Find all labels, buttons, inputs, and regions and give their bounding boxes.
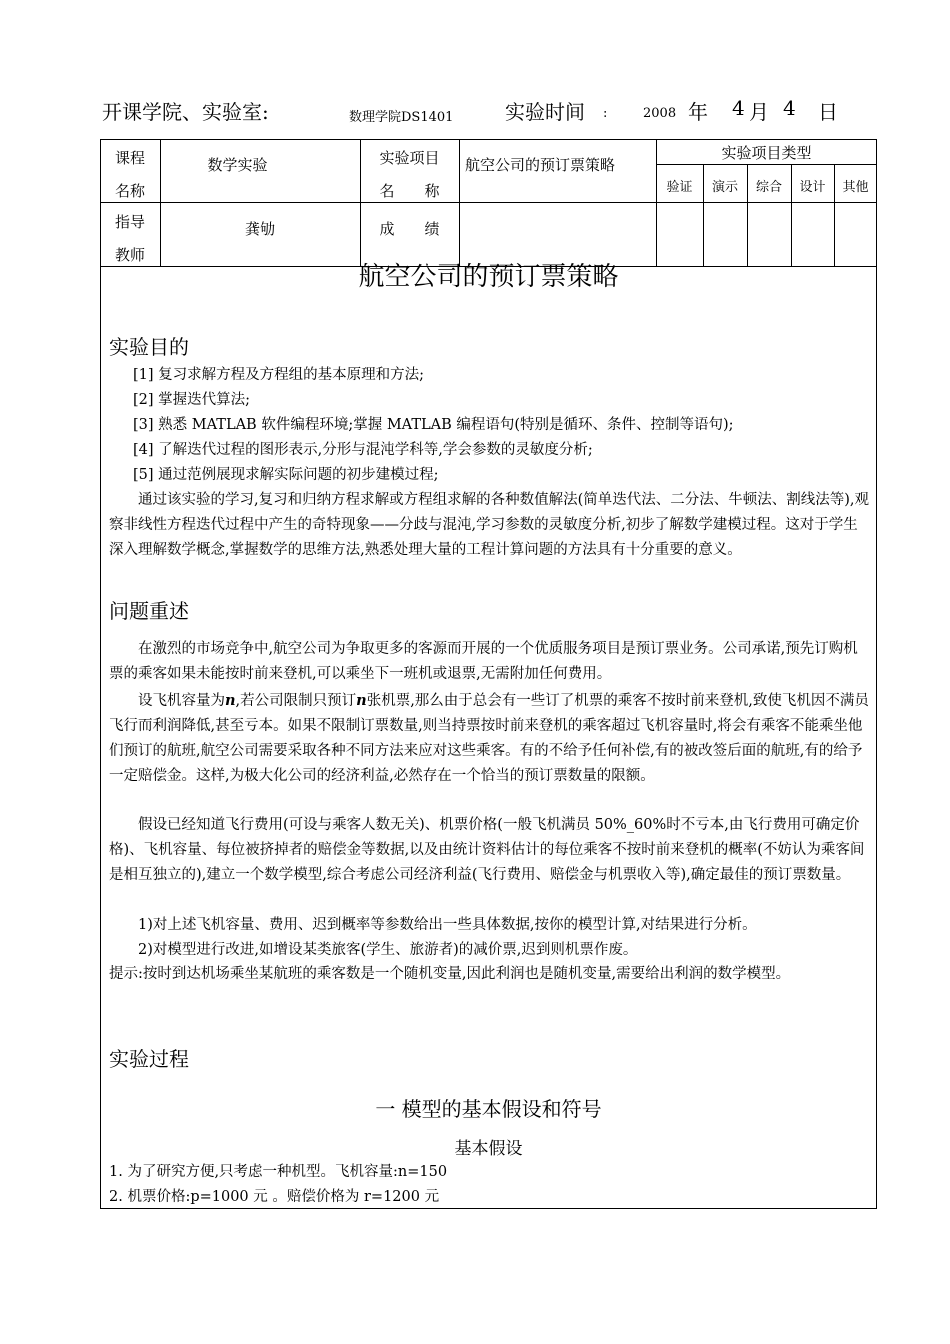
time-colon: :	[603, 106, 608, 121]
month-value: 4	[732, 96, 745, 120]
month-unit: 月	[749, 100, 769, 124]
var-n: n	[356, 692, 367, 709]
teacher-value: 龚劬	[244, 220, 275, 238]
teacher-label-1: 指导	[114, 213, 145, 231]
problem-paragraph-2: 设飞机容量为n,若公司限制只预订n张机票,那么由于总会有一些订了机票的乘客不按时前来登机,致使飞机因不满员飞行而利润降低,甚至亏本。如果不限制订票数量,则当持票按时前来登机的乘客超过飞机容量时,将会有乘客不能乘坐他们预订的航班,航空公司需要采取各种不同方法来应对这些乘客。有的不给予任何补偿,有的被改签后面的航班,有的给予一定赔偿金。这样,为极大化公司的经济利益,必然存在一个恰当的预订票数量的限额。	[109, 692, 869, 784]
day-value: 4	[783, 96, 796, 120]
subsection-assumptions-heading: 基本假设	[454, 1139, 523, 1159]
section-process-heading: 实验过程	[109, 1047, 189, 1071]
teacher-label-2: 教师	[114, 246, 145, 264]
problem-paragraph-3: 假设已经知道飞行费用(可设与乘客人数无关)、机票价格(一般飞机满员 50%_60%时不亏本,由飞行费用可确定价格)、飞机容量、每位被挤掉者的赔偿金等数据,以及由统计资料估计的每位乘客不按时前来登机的概率(不妨认为乘客间是相互独立的),建立一个数学模型,综合考虑公司经济利益(飞行费用、赔偿金与机票收入等),确定最佳的预订票数量。	[109, 817, 865, 883]
college-value: 数理学院DS1401	[349, 110, 454, 125]
assumptions-list	[109, 1160, 871, 1210]
grade-label: 成 绩	[379, 220, 440, 238]
type-other: 其他	[842, 180, 869, 195]
aim-item: [5] 通过范例展现求解实际问题的初步建模过程;	[133, 467, 439, 483]
aim-item: [2] 掌握迭代算法;	[133, 392, 251, 408]
problem-question-2: 2)对模型进行改进,如增设某类旅客(学生、旅游者)的减价票,迟到则机票作废。	[138, 942, 638, 958]
section-aims-heading: 实验目的	[109, 335, 189, 359]
year-value: 2008	[643, 106, 677, 121]
var-n: n	[225, 692, 236, 709]
type-header: 实验项目类型	[721, 144, 812, 162]
time-label: 实验时间	[505, 100, 585, 124]
type-comprehensive: 综合	[755, 180, 782, 195]
hint-paragraph: 提示:按时到达机场乘坐某航班的乘客数是一个随机变量,因此利润也是随机变量,需要给出利润的数学模型。	[109, 966, 791, 982]
aims-paragraph: 通过该实验的学习,复习和归纳方程求解或方程组求解的各种数值解法(简单迭代法、二分法、牛顿法、割线法等),观察非线性方程迭代过程中产生的奇特现象——分歧与混沌,学习参数的灵敏度分析,初步了解数学建模过程。这对于学生深入理解数学概念,掌握数学的思维方法,熟悉处理大量的工程计算问题的方法具有十分重要的意义。	[109, 492, 870, 558]
aim-item: [4] 了解迭代过程的图形表示,分形与混沌学科等,学会参数的灵敏度分析;	[133, 442, 593, 458]
problem-question-1: 1)对上述飞机容量、费用、迟到概率等参数给出一些具体数据,按你的模型计算,对结果进行分析。	[138, 917, 757, 933]
college-label: 开课学院、实验室:	[102, 100, 269, 124]
project-value: 航空公司的预订票策略	[465, 156, 616, 174]
project-label-1: 实验项目	[379, 149, 440, 167]
aim-item: [1] 复习求解方程及方程组的基本原理和方法;	[133, 367, 425, 383]
day-unit: 日	[818, 100, 838, 124]
assumption-item: 1. 为了研究方便,只考虑一种机型。飞机容量:n=150	[109, 1164, 448, 1180]
project-label-2: 名 称	[379, 182, 440, 200]
problem-paragraph-1: 在激烈的市场竞争中,航空公司为争取更多的客源而开展的一个优质服务项目是预订票业务。公司承诺,预先订购机票的乘客如果未能按时前来登机,可以乘坐下一班机或退票,无需附加任何费用。	[109, 641, 858, 682]
type-verify: 验证	[666, 180, 693, 195]
doc-title: 航空公司的预订票策略	[358, 262, 619, 292]
section-problem-heading: 问题重述	[109, 599, 189, 623]
type-design: 设计	[799, 180, 826, 195]
course-label-1: 课程	[114, 149, 145, 167]
year-unit: 年	[688, 100, 708, 124]
aim-item: [3] 熟悉 MATLAB 软件编程环境;掌握 MATLAB 编程语句(特别是循环、条件、控制等语句);	[133, 417, 734, 433]
course-value: 数学实验	[207, 156, 268, 174]
assumption-item: 2. 机票价格:p=1000 元 。赔偿价格为 r=1200 元	[109, 1189, 440, 1205]
course-label-2: 名称	[114, 182, 145, 200]
aims-list	[109, 363, 871, 488]
type-demo: 演示	[711, 180, 738, 195]
subsection-model-heading: 一 模型的基本假设和符号	[375, 1097, 602, 1121]
